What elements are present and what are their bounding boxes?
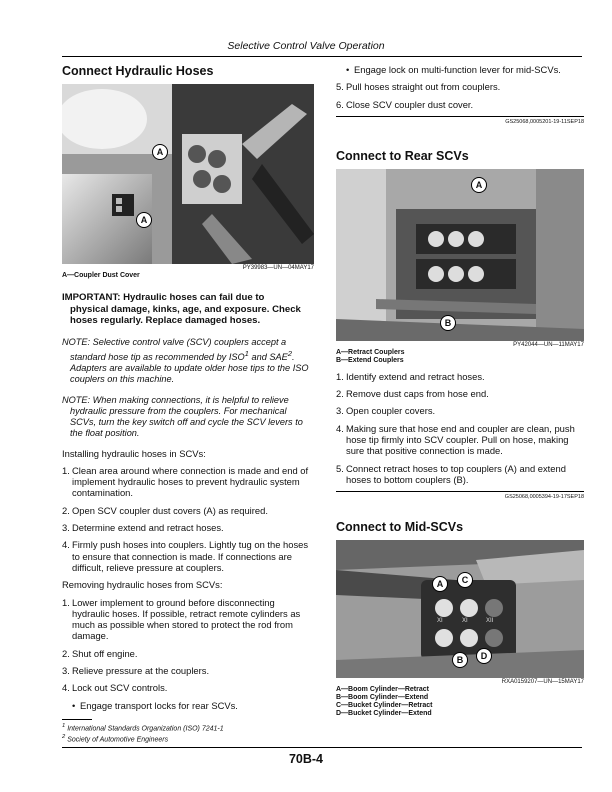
figure-legend: A—Coupler Dust Cover <box>62 272 140 279</box>
step-number: 1. <box>62 596 70 608</box>
step-text: Open SCV coupler dust covers (A) as required. <box>72 504 268 516</box>
step-number: 2. <box>336 388 344 400</box>
note1-text-b: and SAE <box>248 351 288 362</box>
step-text: Clean area around where connection is made and end of implement hydraulic hoses to prevent hydraulic system contamination. <box>72 464 309 499</box>
footnote-number: 2 <box>62 734 66 741</box>
figure-ref: PY42044—UN—11MAY17 <box>513 341 584 348</box>
section-heading-rear-scvs: Connect to Rear SCVs <box>336 148 469 163</box>
note1-lead: NOTE: Selective control valve (SCV) couplers accept a <box>62 336 287 347</box>
step-text: Pull hoses straight out from couplers. <box>346 81 501 93</box>
list-item <box>62 465 314 499</box>
figure-mid-scvs <box>336 540 584 678</box>
legend-item: B—Extend Couplers <box>336 356 404 364</box>
callout-a-lower: A <box>136 212 152 228</box>
step-text: Lock out SCV controls. <box>72 682 168 694</box>
list-item <box>336 405 584 416</box>
step-text: Identify extend and retract hoses. <box>346 370 485 382</box>
step-text: Making sure that hose end and coupler are clean, push hose tip firmly into SCV coupler. Pull on hose, making sure that positive connection is made. <box>346 422 575 457</box>
step-number: 2. <box>62 647 70 659</box>
list-item <box>336 423 584 457</box>
list-item <box>336 371 584 382</box>
step-number: 4. <box>336 422 344 434</box>
step-number: 1. <box>62 464 70 476</box>
footnote-text: Society of Automotive Engineers <box>67 736 169 744</box>
list-item <box>62 648 314 659</box>
section-heading-mid-scvs: Connect to Mid-SCVs <box>336 520 464 535</box>
important-notice <box>62 292 314 327</box>
list-item <box>62 682 314 693</box>
step-number: 5. <box>336 81 344 93</box>
step-text: Remove dust caps from hose end. <box>346 388 489 400</box>
footnote-number: 1 <box>62 722 66 729</box>
doc-ref-top: GS25068,0005201-19-11SEP18 <box>505 118 584 125</box>
bullet-multifunction-lock: • Engage lock on multi-function lever for mid-SCVs. <box>336 64 584 75</box>
page-number: 70B-4 <box>288 752 324 766</box>
left-column <box>62 64 314 745</box>
section-heading-hydraulic-hoses: Connect Hydraulic Hoses <box>62 64 214 78</box>
callout-d-bucket-extend: D <box>476 648 492 664</box>
footnote-ref-2: 2 <box>287 348 293 358</box>
port-label-xii: XII <box>486 618 494 625</box>
step-number: 3. <box>62 665 70 677</box>
list-item <box>62 505 314 516</box>
footnote-1 <box>62 722 314 733</box>
step-text: Firmly push hoses into couplers. Lightly tug on the hoses to ensure that connection is made. If connections are difficult, relieve pressure at couplers. <box>72 539 309 573</box>
note1-text-c: . Adapters are available to update older hose tips to the ISO couplers on this machine. <box>70 351 309 384</box>
legend-item: B—Boom Cylinder—Extend <box>336 694 429 702</box>
step-number: 3. <box>62 522 70 534</box>
step-text: Determine extend and retract hoses. <box>72 522 224 534</box>
step-text: Connect retract hoses to top couplers (A) and extend hoses to bottom couplers (B). <box>346 462 566 485</box>
list-item <box>62 597 314 642</box>
callout-c-bucket-retract: C <box>457 572 473 588</box>
footer-rule <box>62 747 582 748</box>
footnote-divider <box>62 719 92 720</box>
figure-ref: PY39983—UN—04MAY17 <box>242 265 314 271</box>
top-steps <box>336 81 584 110</box>
callout-b-boom-extend: B <box>452 652 468 668</box>
list-item <box>62 665 314 676</box>
figure-rear-scvs <box>336 169 584 341</box>
header-rule <box>62 56 582 57</box>
install-steps <box>62 465 314 573</box>
step-number: 6. <box>336 98 344 110</box>
important-label: IMPORTANT: <box>62 292 121 303</box>
callout-a-retract: A <box>471 177 487 193</box>
port-label-xi-left: XI <box>437 618 443 625</box>
rear-steps <box>336 371 584 485</box>
callout-a-upper: A <box>152 144 168 160</box>
list-item <box>62 539 314 573</box>
note2-body: hydraulic pressure from the couplers. For mechanical SCVs, turn the key switch off and cycle the SCV levers to the float position. <box>70 405 303 438</box>
step-number: 4. <box>62 682 70 694</box>
figure-coupler-dust-cover <box>62 84 314 264</box>
important-lead: Hydraulic hoses can fail due to <box>123 292 265 303</box>
photo-hydraulic-couplers <box>62 84 314 264</box>
list-item <box>62 522 314 533</box>
bullet-transport-locks: • Engage transport locks for rear SCVs. <box>62 700 314 711</box>
step-text: Relieve pressure at the couplers. <box>72 665 210 677</box>
note-relieve-pressure <box>62 395 314 439</box>
step-number: 1. <box>336 370 344 382</box>
remove-steps <box>62 597 314 694</box>
note-iso-couplers <box>62 337 314 385</box>
legend-item: A—Retract Couplers <box>336 348 405 356</box>
callout-b-extend: B <box>440 315 456 331</box>
legend-item: A—Boom Cylinder—Retract <box>336 686 429 694</box>
callout-a-boom-retract: A <box>432 576 448 592</box>
running-header: Selective Control Valve Operation <box>227 40 385 52</box>
doc-ref-rear: GS25068,0005394-19-17SEP18 <box>504 494 584 501</box>
remove-intro: Removing hydraulic hoses from SCVs: <box>62 579 223 591</box>
right-column <box>336 64 584 718</box>
footnote-text: International Standards Organization (ISO) 7241-1 <box>67 725 224 733</box>
mid-legend <box>336 686 584 718</box>
step-text: Lower implement to ground before disconnecting hydraulic hoses. If possible, retract remote cylinders as much as possible when stored to protect the rod from damage. <box>72 596 301 642</box>
photo-rear-couplers <box>336 169 584 341</box>
note1-text-a: standard hose tip as recommended by ISO <box>70 351 245 362</box>
important-body: physical damage, kinks, age, and exposure. Check hoses regularly. Replace damaged hoses. <box>70 303 301 326</box>
section-rule <box>336 491 584 492</box>
rear-legend <box>336 349 584 365</box>
figure-ref: RXA0159207—UN—15MAY17 <box>501 679 584 686</box>
note1-body <box>62 348 314 385</box>
list-item <box>336 81 584 92</box>
legend-item: C—Bucket Cylinder—Retract <box>336 702 433 710</box>
step-number: 3. <box>336 405 344 417</box>
step-number: 5. <box>336 462 344 474</box>
legend-item: D—Bucket Cylinder—Extend <box>336 710 432 718</box>
footnote-2 <box>62 733 314 744</box>
step-number: 2. <box>62 504 70 516</box>
port-label-xi-center: XI <box>462 618 468 625</box>
step-number: 4. <box>62 539 70 551</box>
step-text: Close SCV coupler dust cover. <box>346 98 474 110</box>
list-item <box>336 99 584 110</box>
install-intro: Installing hydraulic hoses in SCVs: <box>62 447 206 459</box>
step-text: Shut off engine. <box>72 647 138 659</box>
section-rule <box>336 116 584 117</box>
step-text: Open coupler covers. <box>346 405 436 417</box>
list-item <box>336 463 584 486</box>
footnote-ref-1: 1 <box>244 348 249 358</box>
list-item <box>336 388 584 399</box>
note2-lead: NOTE: When making connections, it is helpful to relieve <box>62 394 289 405</box>
